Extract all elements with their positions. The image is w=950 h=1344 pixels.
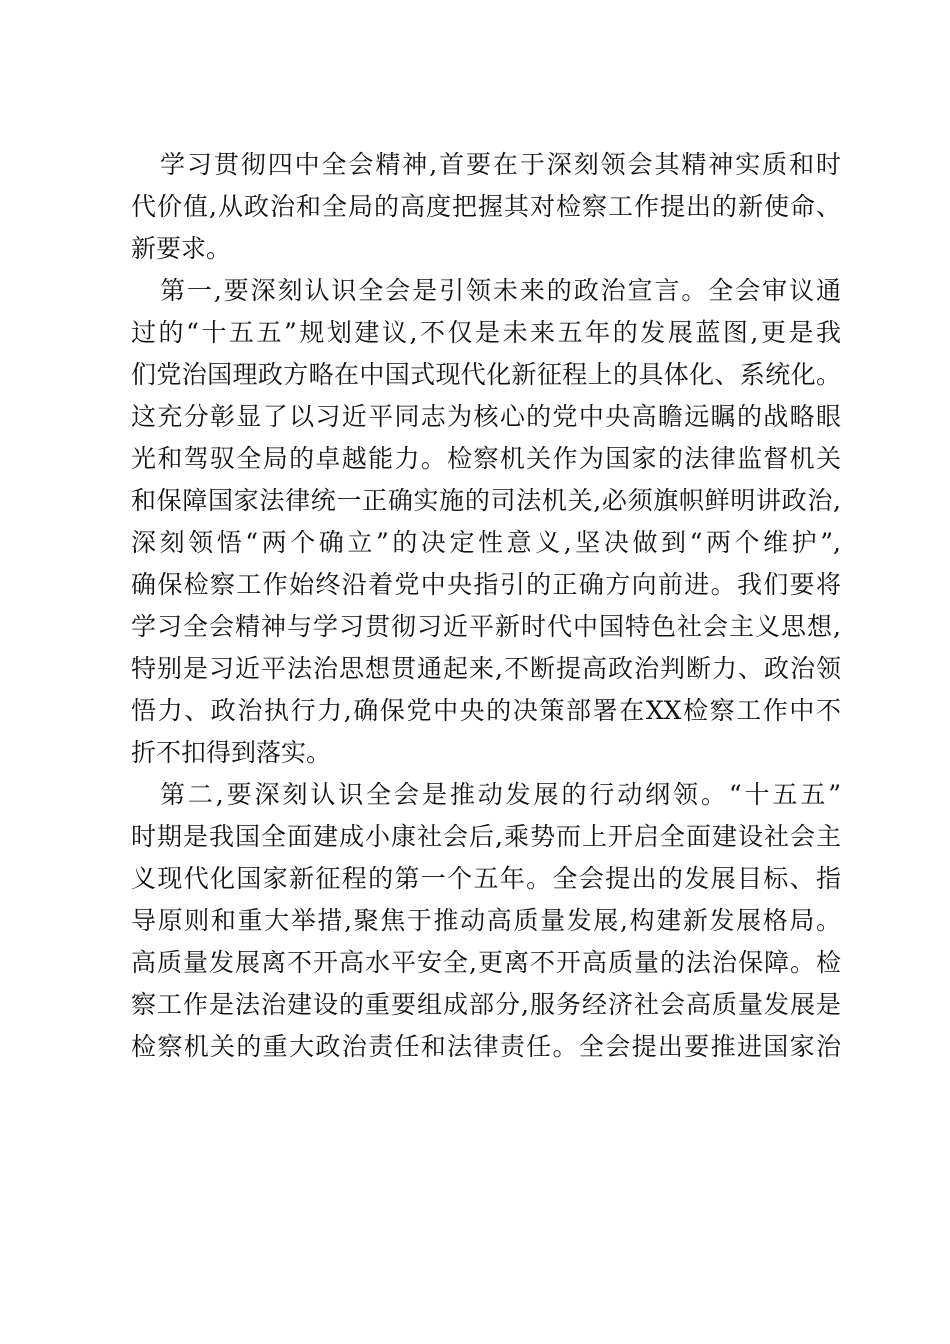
text-line: 确保检察工作始终沿着党中央指引的正确方向前进。我们要将 [131,570,841,599]
text-line: 代价值,从政治和全局的高度把握其对检察工作提出的新使命、 [131,192,841,221]
text-line: 悟力、政治执行力,确保党中央的决策部署在XX检察工作中不 [131,696,841,725]
text-line: 光和驾驭全局的卓越能力。检察机关作为国家的法律监督机关 [131,444,841,473]
text-line: 第二,要深刻认识全会是推动发展的行动纲领。“十五五” [160,780,841,809]
text-line: 这充分彰显了以习近平同志为核心的党中央高瞻远瞩的战略眼 [131,402,841,431]
text-line: 折不扣得到落实。 [131,738,332,767]
text-line: 过的“十五五”规划建议,不仅是未来五年的发展蓝图,更是我 [131,318,841,347]
text-line: 察工作是法治建设的重要组成部分,服务经济社会高质量发展是 [131,990,841,1019]
paragraph [131,774,841,1068]
text-line: 们党治国理政方略在中国式现代化新征程上的具体化、系统化。 [131,360,841,389]
text-line: 特别是习近平法治思想贯通起来,不断提高政治判断力、政治领 [131,654,841,683]
text-line: 第一,要深刻认识全会是引领未来的政治宣言。全会审议通 [160,276,841,305]
text-line: 高质量发展离不开高水平安全,更离不开高质量的法治保障。检 [131,948,841,977]
paragraph [131,270,841,774]
text-line: 检察机关的重大政治责任和法律责任。全会提出要推进国家治 [131,1032,841,1061]
text-line: 和保障国家法律统一正确实施的司法机关,必须旗帜鲜明讲政治, [131,486,841,515]
text-line: 深刻领悟“两个确立”的决定性意义,坚决做到“两个维护”, [131,528,841,557]
text-line: 学习贯彻四中全会精神,首要在于深刻领会其精神实质和时 [160,150,841,179]
text-line: 时期是我国全面建成小康社会后,乘势而上开启全面建设社会主 [131,822,841,851]
text-line: 新要求。 [131,234,232,263]
text-line: 学习全会精神与学习贯彻习近平新时代中国特色社会主义思想, [131,612,841,641]
text-line: 导原则和重大举措,聚焦于推动高质量发展,构建新发展格局。 [131,906,841,935]
document-body [131,144,841,1068]
paragraph [131,144,841,270]
text-line: 义现代化国家新征程的第一个五年。全会提出的发展目标、指 [131,864,841,893]
